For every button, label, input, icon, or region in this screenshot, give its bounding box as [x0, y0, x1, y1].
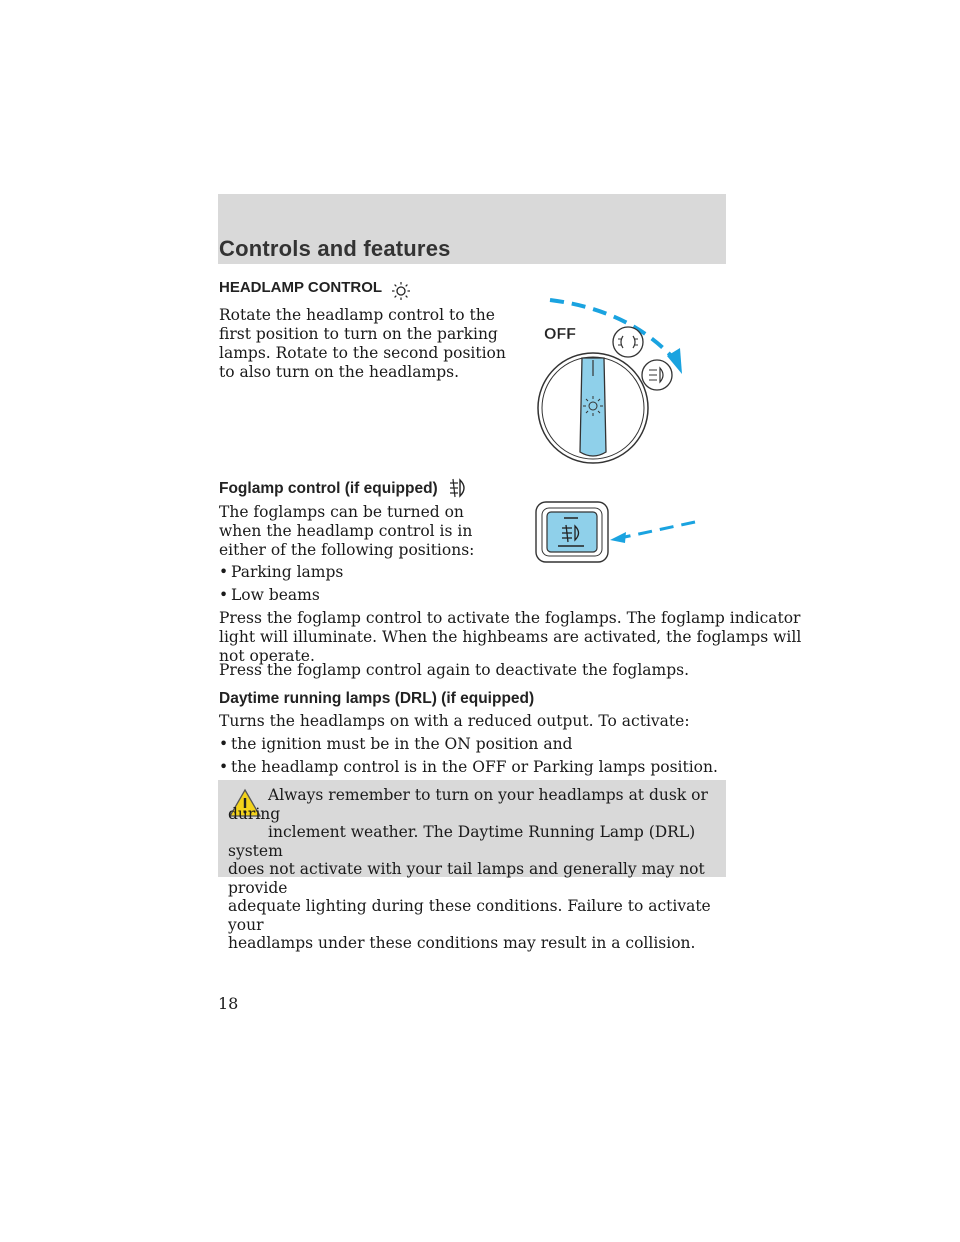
drl-intro: Turns the headlamps on with a reduced output. To activate: — [219, 712, 690, 730]
warning-line: inclement weather. The Daytime Running Lamp (DRL) system — [228, 823, 696, 860]
headlamp-body-line: lamps. Rotate to the second position — [219, 344, 506, 362]
foglamp-body-line: The foglamps can be turned on — [219, 503, 464, 521]
bullet-text: the headlamp control is in the OFF or Parking lamps position. — [231, 758, 718, 776]
headlamp-knob-figure — [530, 290, 690, 470]
list-item: • Parking lamps — [219, 563, 344, 581]
warning-line: adequate lighting during these conditions. Failure to activate your — [228, 897, 711, 934]
bullet-text: Parking lamps — [231, 563, 344, 581]
headlamp-sun-icon — [391, 281, 411, 301]
pointer-arrow — [620, 522, 695, 538]
headlamp-heading: HEADLAMP CONTROL — [219, 279, 383, 296]
bullet-text: Low beams — [231, 586, 320, 604]
headlamps-icon — [642, 360, 672, 390]
foglamp-para-line: Press the foglamp control to activate the foglamps. The foglamp indicator — [219, 609, 801, 627]
foglamp-heading: Foglamp control (if equipped) — [219, 480, 438, 497]
foglamp-para-deactivate: Press the foglamp control again to deactivate the foglamps. — [219, 661, 690, 679]
headlamp-body-line: first position to turn on the parking — [219, 325, 498, 343]
foglamp-body-line: when the headlamp control is in — [219, 522, 473, 540]
headlamp-body-line: Rotate the headlamp control to the — [219, 306, 495, 324]
warning-text — [228, 786, 718, 953]
headlamp-body-line: to also turn on the headlamps. — [219, 363, 460, 381]
list-item: • the ignition must be in the ON position and — [219, 735, 573, 753]
foglamp-button-figure — [530, 498, 700, 568]
foglamp-icon — [447, 476, 469, 500]
foglamp-para-line: not operate. — [219, 647, 315, 665]
warning-box — [218, 780, 726, 952]
page-number: 18 — [218, 994, 239, 1013]
bullet-text: the ignition must be in the ON position and — [231, 735, 573, 753]
list-item: • Low beams — [219, 586, 320, 604]
drl-heading: Daytime running lamps (DRL) (if equipped) — [219, 690, 535, 707]
warning-line: Always remember to turn on your headlamps at dusk or during — [228, 786, 708, 823]
warning-line: does not activate with your tail lamps and generally may not provide — [228, 860, 705, 897]
foglamp-body-line: either of the following positions: — [219, 541, 475, 559]
foglamp-para-line: light will illuminate. When the highbeams are activated, the foglamps will — [219, 628, 802, 646]
list-item: • the headlamp control is in the OFF or Parking lamps position. — [219, 758, 718, 776]
off-position-label: OFF — [544, 326, 576, 343]
section-title: Controls and features — [219, 236, 451, 261]
warning-line: headlamps under these conditions may result in a collision. — [228, 934, 696, 952]
parking-lamps-icon — [613, 327, 643, 357]
